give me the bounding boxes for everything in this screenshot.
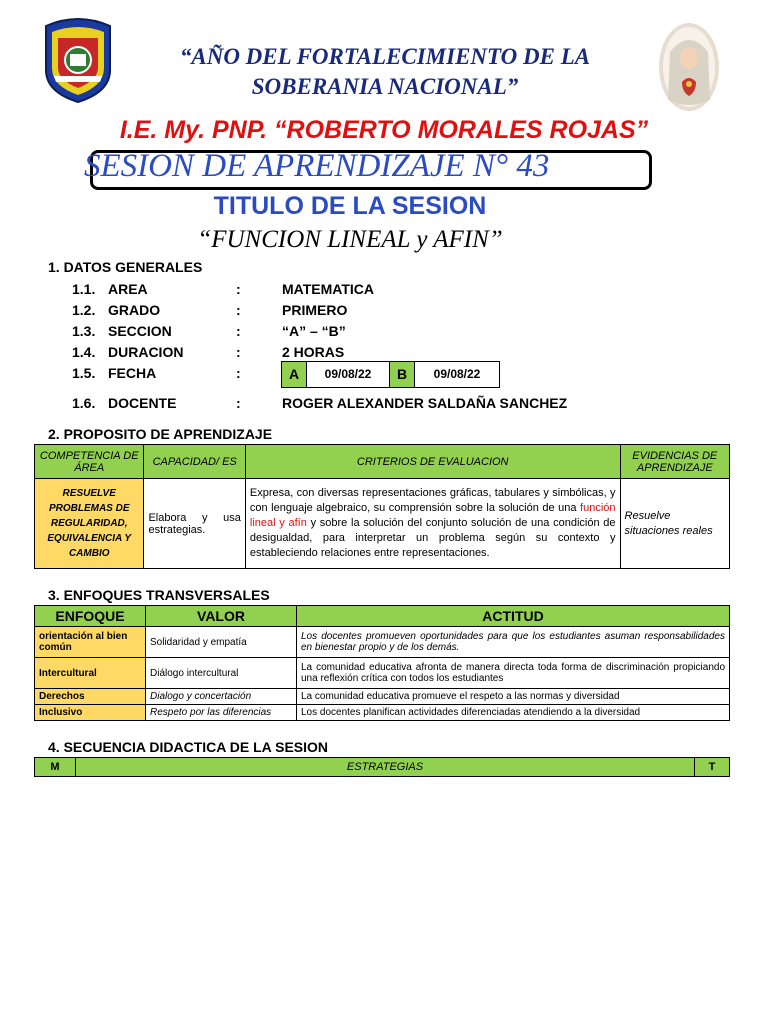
- datos-label: GRADO: [108, 302, 161, 318]
- criterio-text-highlight: función lineal y afín: [249, 502, 616, 529]
- valor-cell: Diálogo intercultural: [146, 658, 297, 689]
- enfoques-header-valor: VALOR: [146, 606, 297, 627]
- enfoques-row: [35, 705, 730, 721]
- competencia-cell: RESUELVE PROBLEMAS DE REGULARIDAD, EQUIVALENCIA Y CAMBIO: [35, 479, 144, 569]
- datos-num: 1.6.: [72, 395, 96, 411]
- datos-label: SECCION: [108, 323, 172, 339]
- fecha-section-a: A: [282, 362, 307, 387]
- datos-colon: :: [236, 281, 241, 297]
- secuencia-header-m: M: [35, 758, 76, 777]
- datos-value: PRIMERO: [282, 302, 348, 318]
- fecha-date-a: 09/08/22: [307, 362, 390, 387]
- section-heading-secuencia: 4. SECUENCIA DIDACTICA DE LA SESION: [48, 739, 329, 755]
- datos-num: 1.1.: [72, 281, 96, 297]
- section-heading-datos: 1. DATOS GENERALES: [48, 259, 203, 275]
- criterio-text-pre: Expresa, con diversas representaciones gráficas, tabulares y simbólicas, y con lenguaje algebraico, su comprensión sobre la solución de una: [249, 487, 616, 514]
- actitud-cell: Los docentes promueven oportunidades para que los estudiantes asuman responsabilidades en bienestar propio y de los demás.: [297, 627, 730, 658]
- year-motto-line2: SOBERANIA NACIONAL”: [251, 74, 519, 99]
- datos-value: 2 HORAS: [282, 344, 345, 360]
- enfoques-header-actitud: ACTITUD: [297, 606, 730, 627]
- proposito-header-criterios: CRITERIOS DE EVALUACION: [245, 445, 620, 479]
- datos-row-duracion: [72, 344, 632, 362]
- proposito-header-capacidad: CAPACIDAD/ ES: [144, 445, 245, 479]
- session-title: SESION DE APRENDIZAJE N° 43: [84, 148, 550, 184]
- title-label: TITULO DE LA SESION: [213, 192, 487, 220]
- datos-num: 1.2.: [72, 302, 96, 318]
- enfoques-row: [35, 658, 730, 689]
- year-motto: [100, 42, 670, 102]
- year-motto-line1: “AÑO DEL FORTALECIMIENTO DE LA: [179, 44, 591, 69]
- evidencia-cell: Resuelve situaciones reales: [620, 479, 729, 569]
- secuencia-header-t: T: [695, 758, 730, 777]
- criterio-text-post: y sobre la solución del conjunto solución de una condición de desigualdad, para interpretar un problema según su contexto y estableciendo relaciones entre representaciones.: [249, 517, 616, 559]
- enfoques-header-enfoque: ENFOQUE: [35, 606, 146, 627]
- datos-colon: :: [236, 344, 241, 360]
- enfoques-row: [35, 627, 730, 658]
- fecha-date-b: 09/08/22: [433, 367, 481, 381]
- datos-colon: :: [236, 365, 241, 381]
- datos-label: AREA: [108, 281, 148, 297]
- datos-row-grado: [72, 302, 632, 320]
- valor-cell: Respeto por las diferencias: [146, 705, 297, 721]
- datos-num: 1.5.: [72, 365, 96, 381]
- fecha-section-b: B: [390, 362, 415, 387]
- actitud-cell: La comunidad educativa afronta de manera directa toda forma de discriminación propiciando una reflexión crítica con todos los estudiantes: [297, 658, 730, 689]
- proposito-header-evidencias: EVIDENCIAS DE APRENDIZAJE: [620, 445, 729, 479]
- capacidad-cell: Elabora y usa estrategias.: [144, 479, 245, 569]
- enfoques-table: [34, 605, 730, 721]
- section-heading-enfoques: 3. ENFOQUES TRANSVERSALES: [48, 587, 270, 603]
- fecha-box: [281, 361, 500, 388]
- valor-cell: Solidaridad y empatía: [146, 627, 297, 658]
- datos-label: DOCENTE: [108, 395, 177, 411]
- valor-cell: Dialogo y concertación: [146, 689, 297, 705]
- datos-row-seccion: [72, 323, 632, 341]
- secuencia-header-estrategias: ESTRATEGIAS: [76, 758, 695, 777]
- datos-value: “A” – “B”: [282, 323, 346, 339]
- datos-row-area: [72, 281, 632, 299]
- enfoque-cell: orientación al bien común: [35, 627, 146, 658]
- datos-colon: :: [236, 323, 241, 339]
- secuencia-table: [34, 757, 730, 777]
- enfoque-cell: Derechos: [35, 689, 146, 705]
- actitud-cell: La comunidad educativa promueve el respeto a las normas y diversidad: [297, 689, 730, 705]
- enfoque-cell: Intercultural: [35, 658, 146, 689]
- datos-colon: :: [236, 395, 241, 411]
- title-value: “FUNCION LINEAL y AFIN”: [197, 226, 503, 253]
- enfoques-row: [35, 689, 730, 705]
- proposito-header-competencia: COMPETENCIA DE ÁREA: [35, 445, 144, 479]
- datos-num: 1.4.: [72, 344, 96, 360]
- datos-value: MATEMATICA: [282, 281, 375, 297]
- datos-row-docente: [72, 395, 692, 413]
- proposito-table: [34, 444, 730, 569]
- datos-value: ROGER ALEXANDER SALDAÑA SANCHEZ: [282, 395, 568, 411]
- datos-row-fecha: [72, 365, 272, 383]
- datos-num: 1.3.: [72, 323, 96, 339]
- criterio-cell: [245, 479, 620, 569]
- school-name: I.E. My. PNP. “ROBERTO MORALES ROJAS”: [119, 116, 649, 144]
- section-heading-proposito: 2. PROPOSITO DE APRENDIZAJE: [48, 426, 273, 442]
- datos-colon: :: [236, 302, 241, 318]
- enfoque-cell: Inclusivo: [35, 705, 146, 721]
- datos-label: FECHA: [108, 365, 157, 381]
- actitud-cell: Los docentes planifican actividades diferenciadas atendiendo a la diversidad: [297, 705, 730, 721]
- datos-label: DURACION: [108, 344, 184, 360]
